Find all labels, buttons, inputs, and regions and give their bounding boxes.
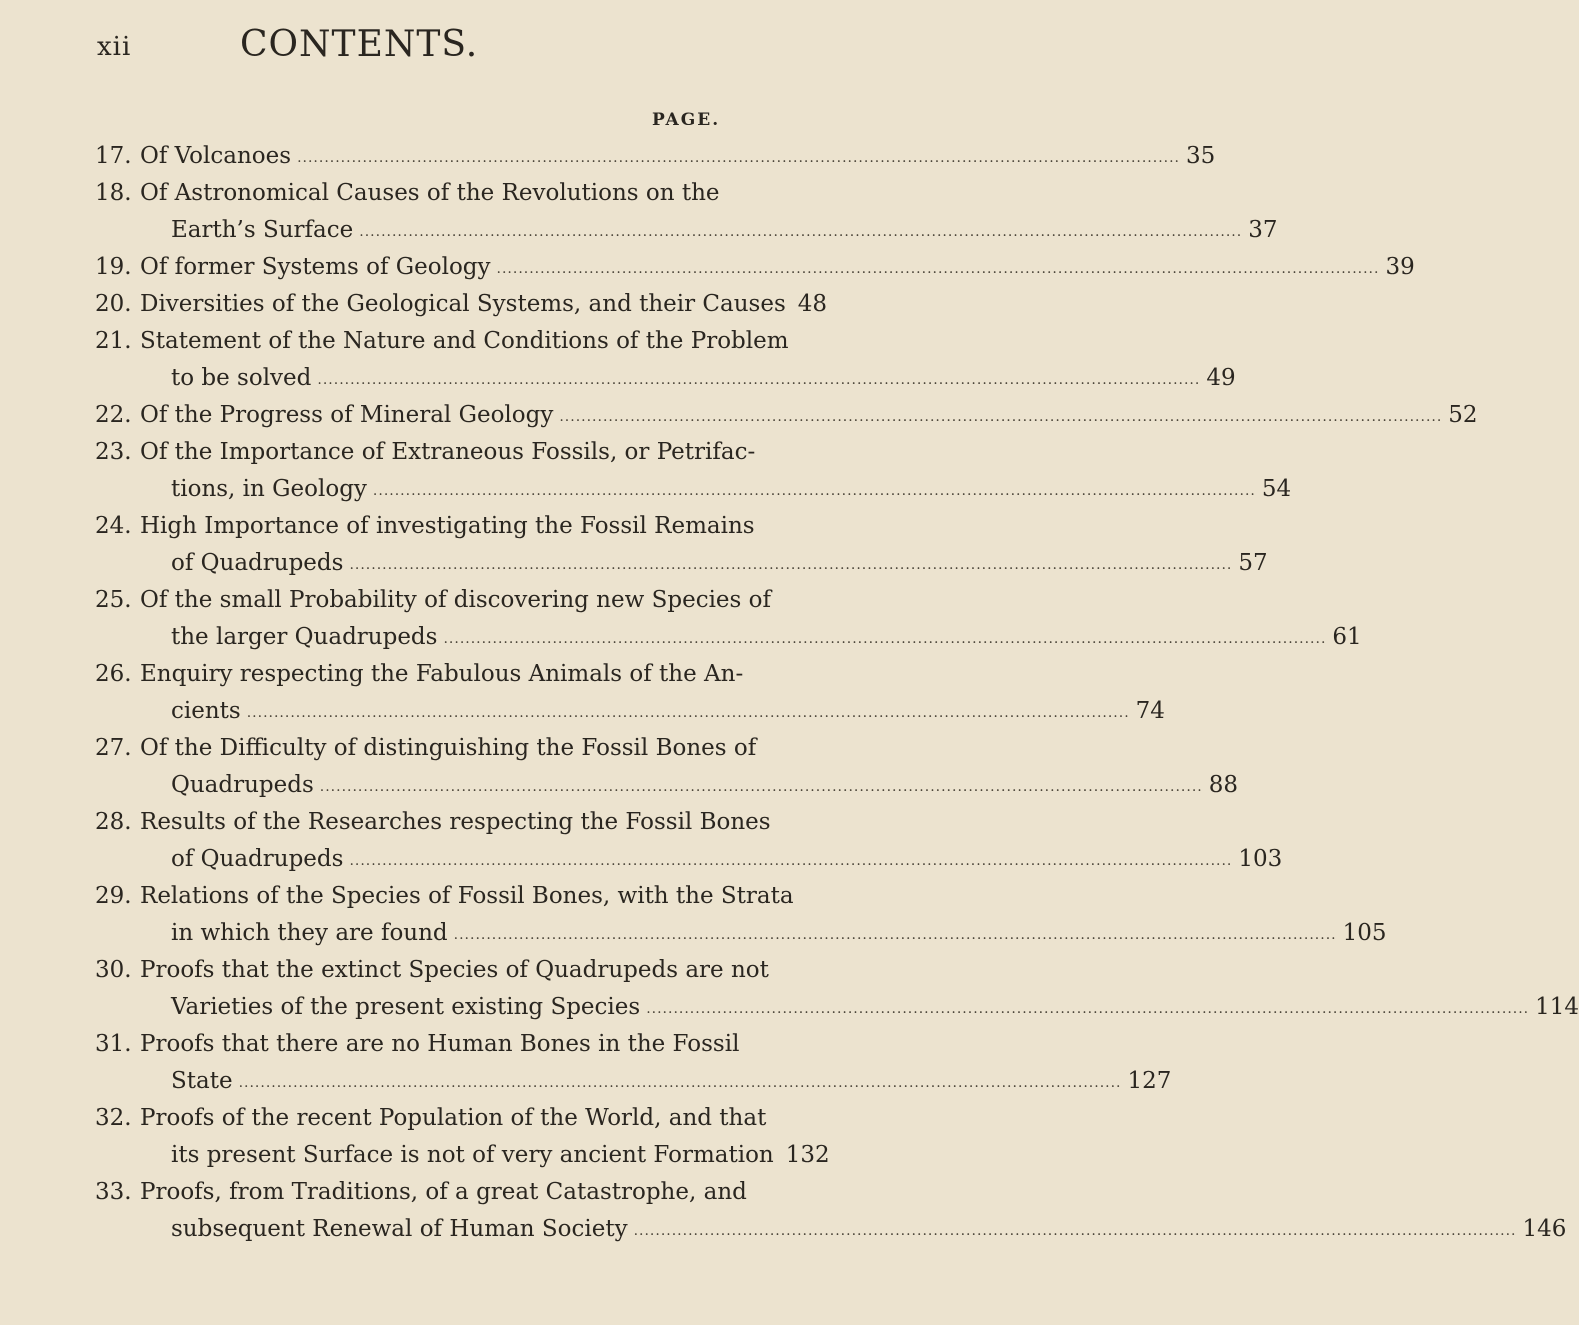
toc-entry-line bbox=[95, 767, 1238, 804]
toc-entry-title: Of the Importance of Extraneous Fossils, or Petrifac- bbox=[140, 439, 756, 465]
toc-entry-line bbox=[95, 878, 794, 915]
toc-entry-page: 114 bbox=[1535, 994, 1579, 1020]
toc-entry bbox=[95, 804, 1283, 878]
toc-entry-line bbox=[95, 323, 789, 360]
toc-entry-title: cients bbox=[171, 698, 241, 724]
dot-leader: .................................................................................................................................................................. bbox=[359, 224, 1243, 240]
toc-entry bbox=[95, 1174, 1567, 1248]
toc-entry bbox=[95, 397, 1478, 434]
toc-entry-line bbox=[95, 1137, 830, 1174]
toc-entry-number: 28. bbox=[95, 809, 132, 835]
toc-entry-title: Results of the Researches respecting the Fossil Bones bbox=[140, 809, 771, 835]
dot-leader: .................................................................................................................................................................. bbox=[246, 705, 1130, 721]
dot-leader: .................................................................................................................................................................. bbox=[443, 631, 1327, 647]
toc-entry-page: 52 bbox=[1448, 402, 1478, 428]
toc-entry bbox=[95, 138, 1216, 175]
toc-entry-line bbox=[95, 471, 1292, 508]
toc-entry-line bbox=[95, 1100, 767, 1137]
toc-entry bbox=[95, 249, 1415, 286]
toc-entry-line bbox=[95, 434, 755, 471]
toc-entry-line bbox=[95, 212, 1278, 249]
dot-leader bbox=[774, 1137, 786, 1174]
toc-entry-title: Proofs of the recent Population of the World, and that bbox=[140, 1105, 767, 1131]
toc-entry-title: the larger Quadrupeds bbox=[171, 624, 438, 650]
page-title: CONTENTS. bbox=[240, 24, 479, 65]
toc-entry bbox=[95, 1026, 1172, 1100]
toc-entry bbox=[95, 175, 1278, 249]
toc-entry-page: 74 bbox=[1135, 698, 1165, 724]
dot-leader: .................................................................................................................................................................. bbox=[349, 557, 1233, 573]
toc-entry-title: its present Surface is not of very ancient Formation bbox=[171, 1142, 774, 1168]
toc-entry-number: 32. bbox=[95, 1105, 132, 1131]
toc-entry-line bbox=[95, 730, 755, 767]
toc-entry-page: 61 bbox=[1332, 624, 1362, 650]
toc-entry-title: Proofs that there are no Human Bones in the Fossil bbox=[140, 1031, 740, 1057]
dot-leader: .................................................................................................................................................................. bbox=[633, 1223, 1517, 1239]
dot-leader: .................................................................................................................................................................. bbox=[319, 779, 1203, 795]
toc-entry-line bbox=[95, 397, 1478, 434]
toc-entry bbox=[95, 434, 1292, 508]
toc-entry-title: Proofs, from Traditions, of a great Catastrophe, and bbox=[140, 1179, 747, 1205]
toc-entry-title: Of the Progress of Mineral Geology bbox=[140, 402, 554, 428]
dot-leader bbox=[786, 286, 798, 323]
dot-leader: .................................................................................................................................................................. bbox=[317, 372, 1201, 388]
toc-entry-number: 20. bbox=[95, 291, 132, 317]
page-folio: xii bbox=[97, 32, 132, 62]
toc-entry-line bbox=[95, 915, 1387, 952]
dot-leader: .................................................................................................................................................................. bbox=[646, 1001, 1530, 1017]
dot-leader: .................................................................................................................................................................. bbox=[297, 150, 1180, 166]
toc-entry-title: Of Volcanoes bbox=[140, 143, 292, 169]
dot-leader: .................................................................................................................................................................. bbox=[559, 409, 1443, 425]
toc-entry-line bbox=[95, 656, 755, 693]
toc-entry-title: Of the Difficulty of distinguishing the Fossil Bones of bbox=[140, 735, 757, 761]
dot-leader: .................................................................................................................................................................. bbox=[238, 1075, 1122, 1091]
toc-entry bbox=[95, 1100, 830, 1174]
toc-entry-title: subsequent Renewal of Human Society bbox=[171, 1216, 628, 1242]
toc-entry-number: 23. bbox=[95, 439, 132, 465]
toc-entry-page: 35 bbox=[1186, 143, 1216, 169]
toc-entry-line bbox=[95, 508, 755, 545]
toc-entry-title: Of the small Probability of discovering new Species of bbox=[140, 587, 772, 613]
toc-entry-line bbox=[95, 1026, 755, 1063]
toc-entry-number: 30. bbox=[95, 957, 132, 983]
toc-entry-page: 103 bbox=[1238, 846, 1283, 872]
toc-entry-number: 31. bbox=[95, 1031, 132, 1057]
toc-entry-page: 105 bbox=[1342, 920, 1387, 946]
toc-entry-page: 37 bbox=[1248, 217, 1278, 243]
toc-entry-number: 17. bbox=[95, 143, 132, 169]
toc-entry-line bbox=[95, 1211, 1567, 1248]
toc-entry-line bbox=[95, 582, 772, 619]
toc-entry-title: of Quadrupeds bbox=[171, 550, 344, 576]
table-of-contents bbox=[95, 138, 1579, 1248]
toc-entry-number: 24. bbox=[95, 513, 132, 539]
toc-entry-line bbox=[95, 1174, 755, 1211]
toc-entry-page: 132 bbox=[785, 1142, 830, 1168]
toc-entry-number: 25. bbox=[95, 587, 132, 613]
toc-entry-number: 27. bbox=[95, 735, 132, 761]
toc-entry-line bbox=[95, 249, 1415, 286]
dot-leader: .................................................................................................................................................................. bbox=[349, 853, 1233, 869]
toc-entry bbox=[95, 952, 1579, 1026]
toc-entry-page: 146 bbox=[1522, 1216, 1567, 1242]
toc-entry bbox=[95, 508, 1268, 582]
toc-entry-number: 18. bbox=[95, 180, 132, 206]
toc-entry bbox=[95, 323, 1236, 397]
toc-entry-title: Relations of the Species of Fossil Bones, with the Strata bbox=[140, 883, 794, 909]
toc-entry-title: High Importance of investigating the Fossil Remains bbox=[140, 513, 755, 539]
toc-entry-line bbox=[95, 952, 769, 989]
toc-entry-title: tions, in Geology bbox=[171, 476, 367, 502]
toc-entry-title: Proofs that the extinct Species of Quadrupeds are not bbox=[140, 957, 769, 983]
toc-entry-title: Diversities of the Geological Systems, and their Causes bbox=[140, 291, 786, 317]
dot-leader: .................................................................................................................................................................. bbox=[453, 927, 1337, 943]
toc-entry-line bbox=[95, 138, 1216, 175]
toc-entry bbox=[95, 286, 828, 323]
toc-entry-line bbox=[95, 989, 1579, 1026]
toc-entry bbox=[95, 656, 1165, 730]
toc-entry-title: Quadrupeds bbox=[171, 772, 314, 798]
toc-entry-title: Earth’s Surface bbox=[171, 217, 354, 243]
toc-entry-number: 26. bbox=[95, 661, 132, 687]
toc-entry-page: 127 bbox=[1127, 1068, 1172, 1094]
toc-entry-title: Enquiry respecting the Fabulous Animals of the An- bbox=[140, 661, 744, 687]
toc-entry-number: 19. bbox=[95, 254, 132, 280]
page-column-heading: PAGE. bbox=[652, 110, 721, 130]
toc-entry bbox=[95, 730, 1238, 804]
toc-entry-title: in which they are found bbox=[171, 920, 448, 946]
toc-entry-line bbox=[95, 693, 1165, 730]
dot-leader: .................................................................................................................................................................. bbox=[372, 483, 1256, 499]
toc-entry-page: 48 bbox=[797, 291, 828, 317]
toc-entry-line bbox=[95, 841, 1283, 878]
toc-entry-page: 49 bbox=[1206, 365, 1236, 391]
toc-entry-line bbox=[95, 545, 1268, 582]
toc-entry-line bbox=[95, 175, 755, 212]
toc-entry-number: 22. bbox=[95, 402, 132, 428]
toc-entry-title: of Quadrupeds bbox=[171, 846, 344, 872]
toc-entry-title: State bbox=[171, 1068, 233, 1094]
toc-entry-page: 39 bbox=[1385, 254, 1415, 280]
toc-entry-number: 33. bbox=[95, 1179, 132, 1205]
toc-entry-page: 54 bbox=[1261, 476, 1292, 502]
dot-leader: .................................................................................................................................................................. bbox=[496, 261, 1380, 277]
toc-entry-title: Varieties of the present existing Species bbox=[171, 994, 641, 1020]
toc-entry-line bbox=[95, 619, 1362, 656]
toc-entry bbox=[95, 582, 1362, 656]
toc-entry-number: 21. bbox=[95, 328, 132, 354]
toc-entry bbox=[95, 878, 1387, 952]
toc-entry-title: Of Astronomical Causes of the Revolutions on the bbox=[140, 180, 720, 206]
toc-entry-title: Statement of the Nature and Conditions of the Problem bbox=[140, 328, 789, 354]
toc-entry-line bbox=[95, 1063, 1172, 1100]
toc-entry-number: 29. bbox=[95, 883, 132, 909]
toc-entry-line bbox=[95, 360, 1236, 397]
toc-entry-title: Of former Systems of Geology bbox=[140, 254, 491, 280]
toc-entry-line bbox=[95, 286, 828, 323]
toc-entry-page: 88 bbox=[1208, 772, 1238, 798]
toc-entry-page: 57 bbox=[1238, 550, 1268, 576]
toc-entry-line bbox=[95, 804, 771, 841]
toc-entry-title: to be solved bbox=[171, 365, 312, 391]
